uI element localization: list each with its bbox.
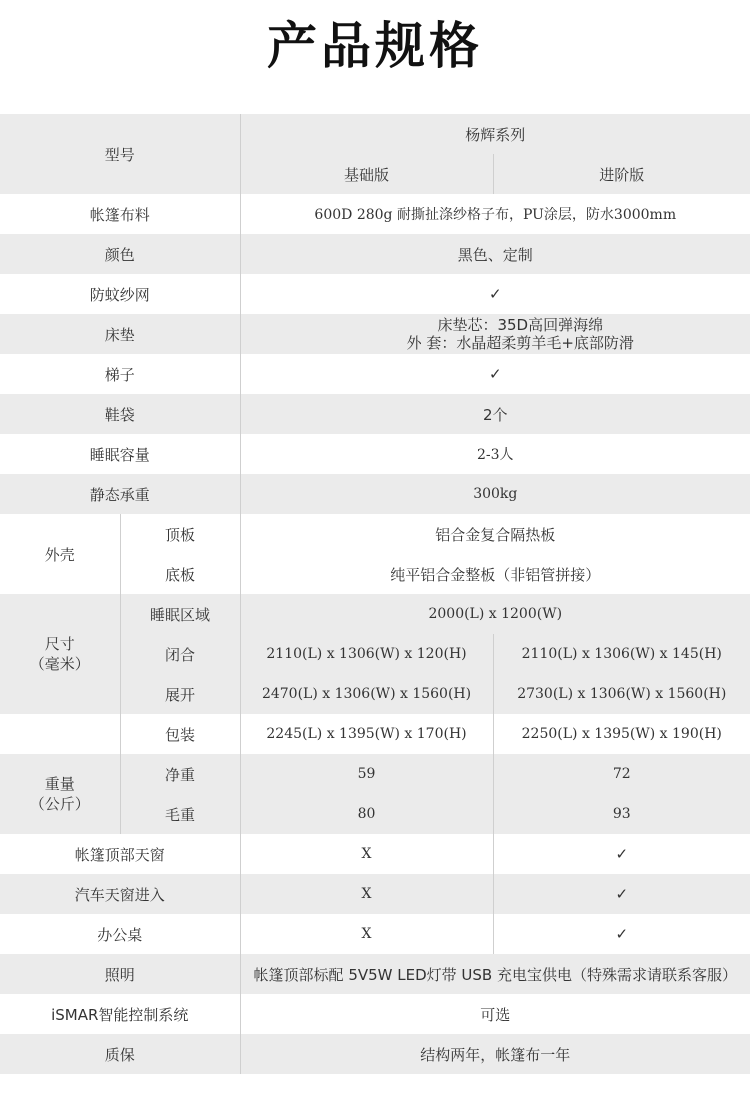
table-row <box>0 874 750 914</box>
table-row <box>0 714 750 754</box>
warranty-label: 质保 <box>0 1034 240 1074</box>
ladder-check-icon: ✓ <box>240 354 750 394</box>
size-label-main: 尺寸 <box>44 635 75 653</box>
shell-top-label: 顶板 <box>120 514 240 554</box>
table-row <box>0 234 750 274</box>
table-row <box>0 994 750 1034</box>
mesh-check-icon: ✓ <box>240 274 750 314</box>
mattress-core: 床垫芯：35D高回弹海绵 <box>437 316 604 334</box>
size-label <box>0 594 120 714</box>
table-row <box>0 274 750 314</box>
capacity-label: 睡眠容量 <box>0 434 240 474</box>
skylight-basic: X <box>240 834 493 874</box>
package-advanced: 2250(L) x 1395(W) x 190(H) <box>493 714 750 754</box>
color-label: 颜色 <box>0 234 240 274</box>
spec-table <box>0 114 750 1074</box>
table-row <box>0 954 750 994</box>
mattress-label: 床垫 <box>0 314 240 354</box>
gross-weight-basic: 80 <box>240 794 493 834</box>
open-advanced: 2730(L) x 1306(W) x 1560(H) <box>493 674 750 714</box>
table-row <box>0 474 750 514</box>
version-advanced: 进阶版 <box>493 154 750 194</box>
open-basic: 2470(L) x 1306(W) x 1560(H) <box>240 674 493 714</box>
sleep-area-label: 睡眠区域 <box>120 594 240 634</box>
desk-check-icon: ✓ <box>493 914 750 954</box>
net-weight-advanced: 72 <box>493 754 750 794</box>
fabric-label: 帐篷布料 <box>0 194 240 234</box>
ismar-value: 可选 <box>240 994 750 1034</box>
table-row <box>0 314 750 354</box>
version-basic: 基础版 <box>240 154 493 194</box>
shell-label: 外壳 <box>0 514 120 594</box>
lighting-label: 照明 <box>0 954 240 994</box>
table-row <box>0 434 750 474</box>
table-row <box>0 394 750 434</box>
header-row-series <box>0 114 750 154</box>
color-value: 黑色、定制 <box>240 234 750 274</box>
table-row <box>0 514 750 554</box>
page-title: 产品规格 <box>267 17 483 75</box>
shoe-bag-value: 2个 <box>240 394 750 434</box>
static-load-value: 300kg <box>240 474 750 514</box>
skylight-check-icon: ✓ <box>493 834 750 874</box>
size-label-unit: （毫米） <box>29 655 90 673</box>
warranty-value: 结构两年，帐篷布一年 <box>240 1034 750 1074</box>
series-name: 杨辉系列 <box>240 114 750 154</box>
ismar-label: iSMAR智能控制系统 <box>0 994 240 1034</box>
table-row <box>0 754 750 794</box>
mesh-label: 防蚊纱网 <box>0 274 240 314</box>
car-entry-basic: X <box>240 874 493 914</box>
table-row <box>0 194 750 234</box>
table-row <box>0 1034 750 1074</box>
table-row <box>0 914 750 954</box>
gross-weight-advanced: 93 <box>493 794 750 834</box>
closed-label: 闭合 <box>120 634 240 674</box>
shoe-bag-label: 鞋袋 <box>0 394 240 434</box>
table-row <box>0 594 750 634</box>
closed-basic: 2110(L) x 1306(W) x 120(H) <box>240 634 493 674</box>
model-label: 型号 <box>0 114 240 194</box>
lighting-value: 帐篷顶部标配 5V5W LED灯带 USB 充电宝供电（特殊需求请联系客服） <box>240 954 750 994</box>
package-label: 包装 <box>120 714 240 754</box>
shell-bottom-label: 底板 <box>120 554 240 594</box>
package-group-blank <box>0 714 120 754</box>
fabric-value: 600D 280g 耐撕扯涤纱格子布，PU涂层，防水3000mm <box>240 194 750 234</box>
table-row <box>0 354 750 394</box>
desk-basic: X <box>240 914 493 954</box>
car-entry-check-icon: ✓ <box>493 874 750 914</box>
weight-label-unit: （公斤） <box>29 795 90 813</box>
closed-advanced: 2110(L) x 1306(W) x 145(H) <box>493 634 750 674</box>
ladder-label: 梯子 <box>0 354 240 394</box>
weight-label <box>0 754 120 834</box>
table-row <box>0 834 750 874</box>
sleep-area-value: 2000(L) x 1200(W) <box>240 594 750 634</box>
net-weight-basic: 59 <box>240 754 493 794</box>
mattress-cover: 外 套：水晶超柔剪羊毛+底部防滑 <box>406 334 634 352</box>
static-load-label: 静态承重 <box>0 474 240 514</box>
shell-bottom-value: 纯平铝合金整板（非铝管拼接） <box>240 554 750 594</box>
car-entry-label: 汽车天窗进入 <box>0 874 240 914</box>
mattress-value <box>240 314 750 354</box>
capacity-value: 2-3人 <box>240 434 750 474</box>
shell-top-value: 铝合金复合隔热板 <box>240 514 750 554</box>
package-basic: 2245(L) x 1395(W) x 170(H) <box>240 714 493 754</box>
desk-label: 办公桌 <box>0 914 240 954</box>
weight-label-main: 重量 <box>44 775 75 793</box>
skylight-label: 帐篷顶部天窗 <box>0 834 240 874</box>
net-weight-label: 净重 <box>120 754 240 794</box>
gross-weight-label: 毛重 <box>120 794 240 834</box>
open-label: 展开 <box>120 674 240 714</box>
